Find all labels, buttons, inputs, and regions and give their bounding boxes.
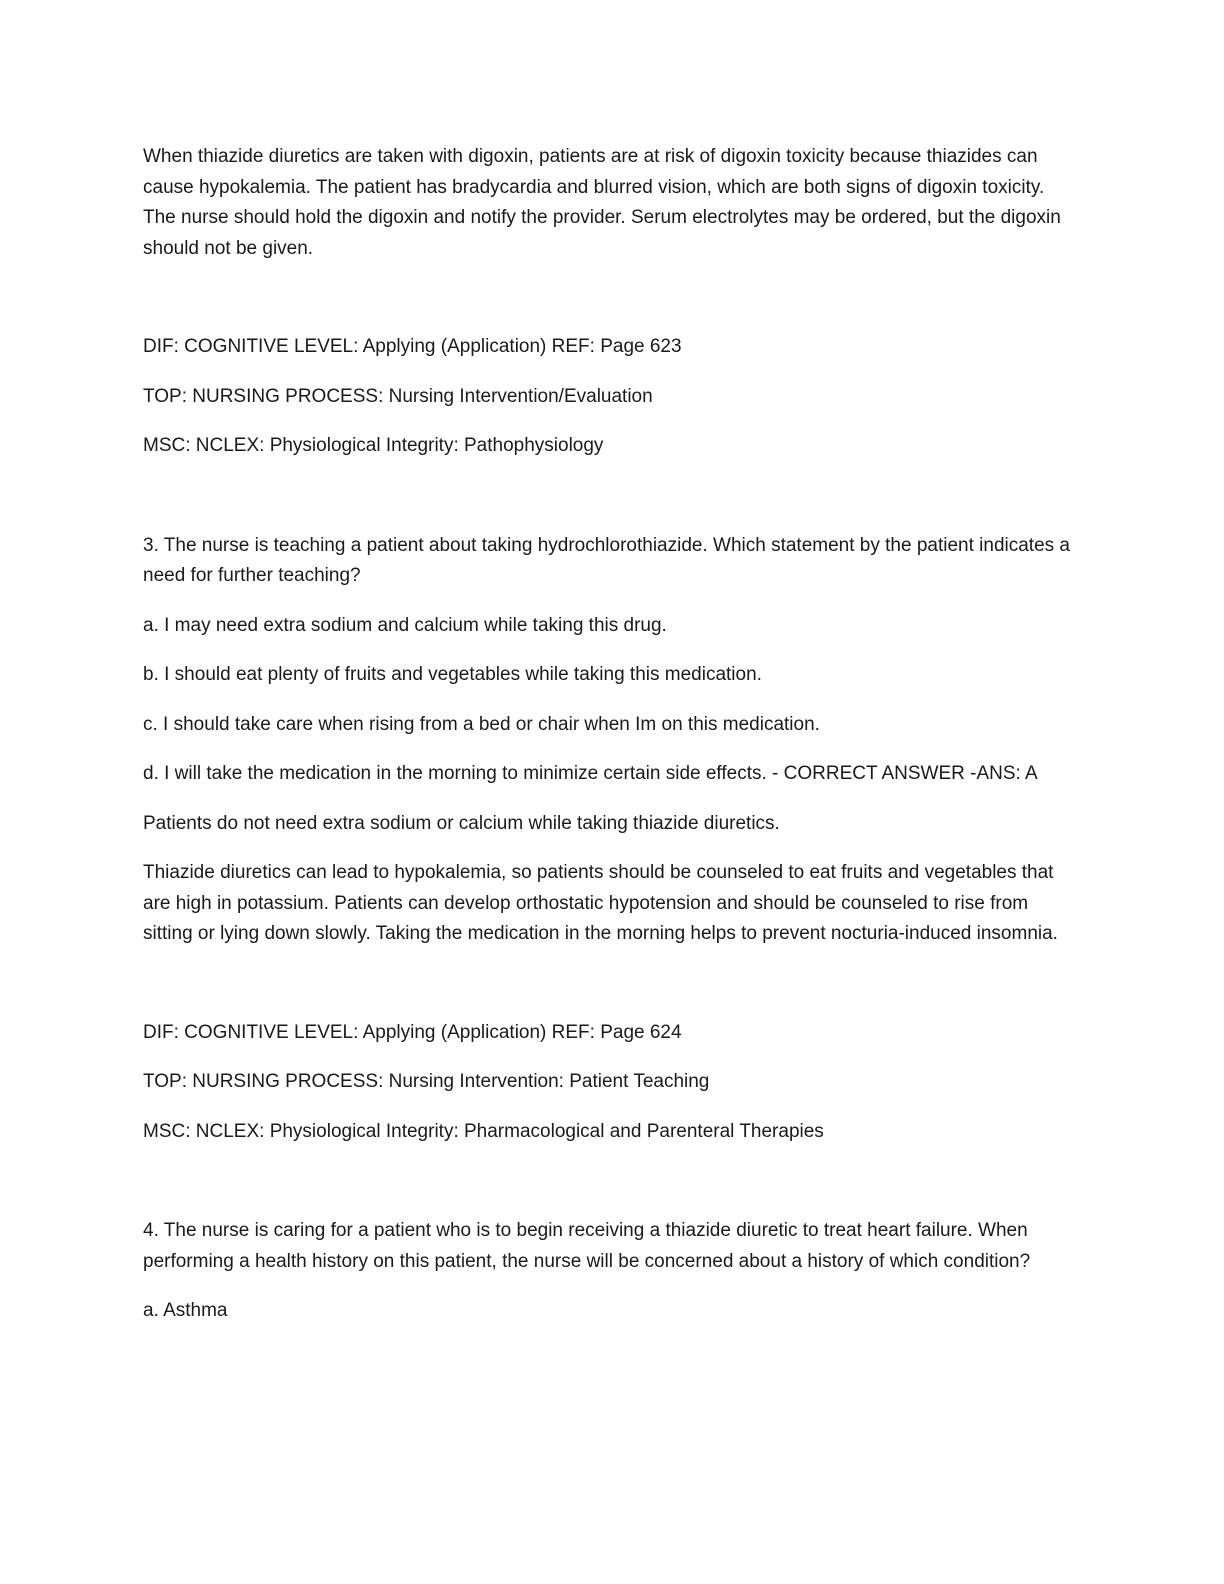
question-3-option-a: a. I may need extra sodium and calcium while taking this drug. bbox=[143, 614, 667, 636]
question-3-rationale-1: Patients do not need extra sodium or calcium while taking thiazide diuretics. bbox=[143, 812, 780, 834]
top-q3: TOP: NURSING PROCESS: Nursing Intervention: Patient Teaching bbox=[143, 1071, 710, 1092]
top-q2: TOP: NURSING PROCESS: Nursing Intervention/Evaluation bbox=[143, 385, 653, 407]
question-3-rationale-2: Thiazide diuretics can lead to hypokalemia, so patients should be counseled to eat fruits and vegetables that are high in potassium. Patients can develop orthostatic hypotension and should be counseled to rise from sitting or lying down slowly. Taking the medication in the morning helps to prevent nocturia-induced insomnia. bbox=[143, 862, 1058, 944]
rationale-q2: When thiazide diuretics are taken with digoxin, patients are at risk of digoxin toxicity because thiazides can cause hypokalemia. The patient has bradycardia and blurred vision, which are both signs of digoxin toxicity. The nurse should hold the digoxin and notify the provider. Serum electrolytes may be ordered, but the digoxin should not be given. bbox=[143, 146, 1061, 259]
msc-q3: MSC: NCLEX: Physiological Integrity: Pharmacological and Parenteral Therapies bbox=[143, 1120, 824, 1142]
msc-q2: MSC: NCLEX: Physiological Integrity: Pathophysiology bbox=[143, 435, 604, 456]
question-4-option-a: a. Asthma bbox=[143, 1300, 228, 1321]
question-3-option-b: b. I should eat plenty of fruits and vegetables while taking this medication. bbox=[143, 664, 762, 685]
question-3-option-d: d. I will take the medication in the morning to minimize certain side effects. - CORRECT ANSWER -ANS: A bbox=[143, 763, 1038, 784]
question-3-option-c: c. I should take care when rising from a bed or chair when Im on this medication. bbox=[143, 713, 820, 735]
dif-q3: DIF: COGNITIVE LEVEL: Applying (Application) REF: Page 624 bbox=[143, 1021, 682, 1043]
question-3-stem: 3. The nurse is teaching a patient about taking hydrochlorothiazide. Which statement by the patient indicates a need for further teaching? bbox=[143, 534, 1070, 586]
question-4-stem: 4. The nurse is caring for a patient who is to begin receiving a thiazide diuretic to treat heart failure. When performing a health history on this patient, the nurse will be concerned about a history of which condition? bbox=[143, 1220, 1031, 1272]
dif-q2: DIF: COGNITIVE LEVEL: Applying (Application) REF: Page 623 bbox=[143, 336, 682, 357]
document-body bbox=[143, 142, 1078, 1327]
